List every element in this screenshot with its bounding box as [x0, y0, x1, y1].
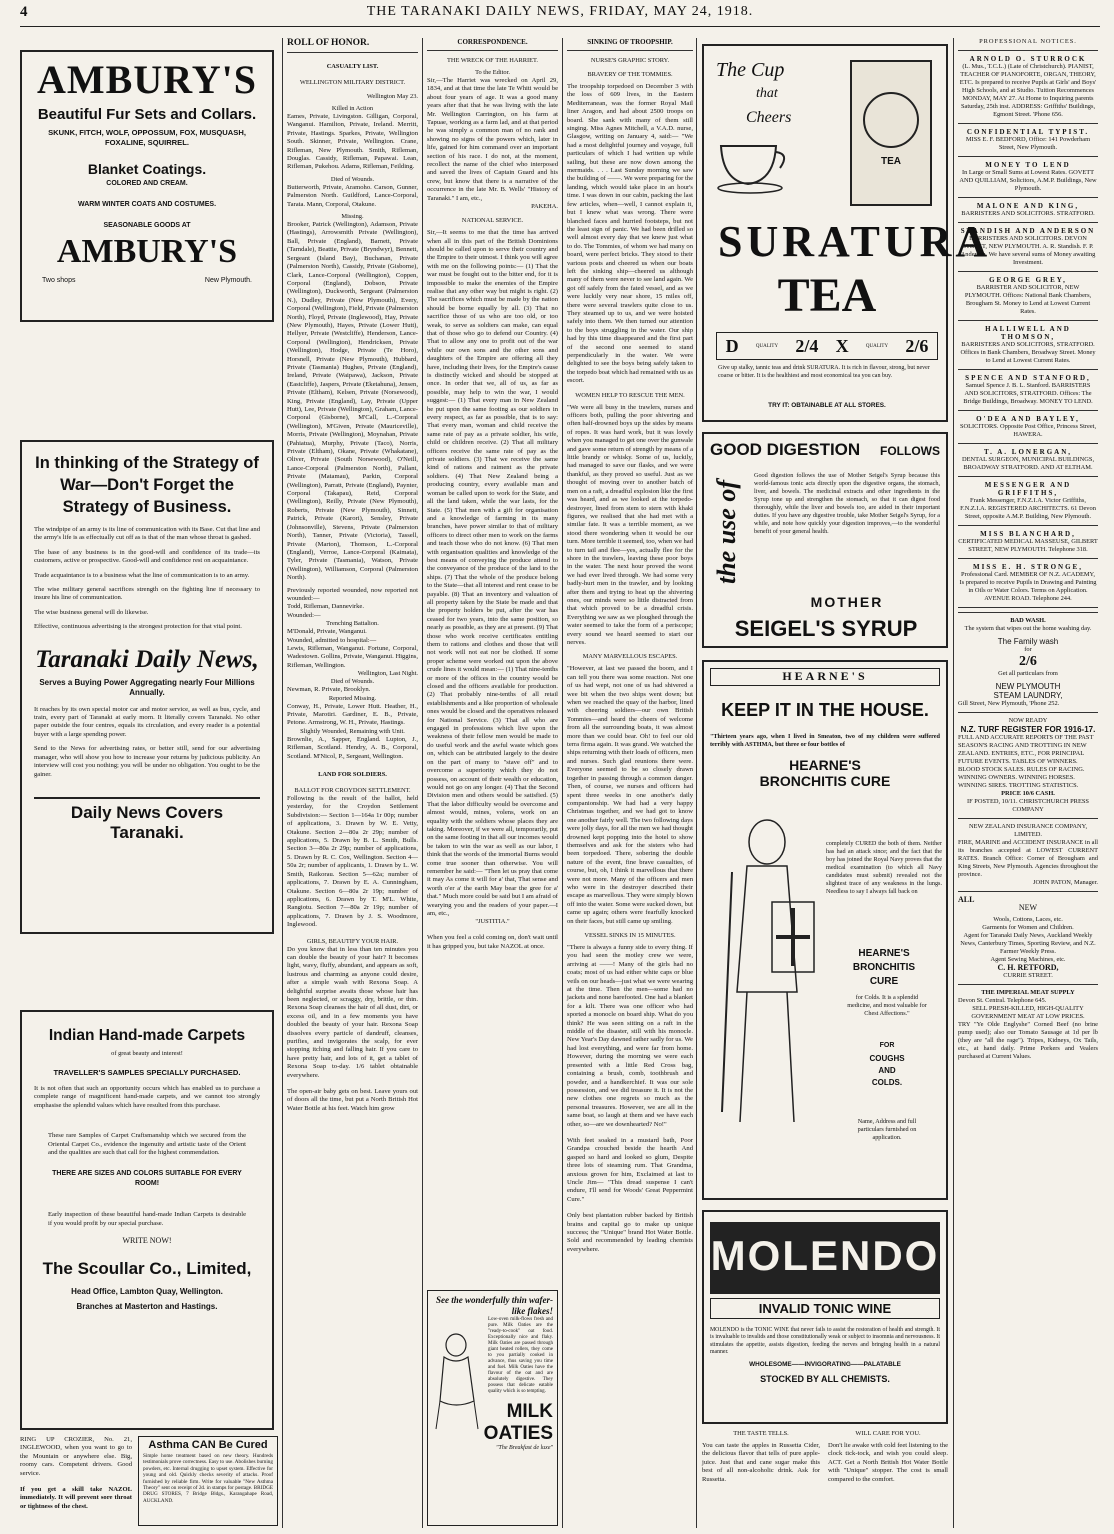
insurance-head: NEW ZEALAND INSURANCE COMPANY, LIMITED. — [968, 823, 1088, 838]
troop-rescue: WOMEN HELP TO RESCUE THE MEN. — [575, 391, 685, 399]
troop-sub: NURSE'S GRAPHIC STORY. — [590, 57, 670, 64]
ad-milk-tag: See the wonderfully thin wafer-like flakes! — [435, 1295, 553, 1316]
ad-suratura-brand: SURATURA — [718, 217, 992, 266]
ad-hearne-side-1: for Colds. It is a splendid medicine, and most valuable for Chest Affections." — [847, 994, 927, 1017]
roll-slightly-text: Brownlie, A., Sapper, England. Lupton, J., Rifleman, Scotland. Hendry, A. B., Corporal, Scotland. M'Nicol, P., Sergeant, Wellington. — [287, 735, 418, 760]
notice-text: Samuel Spence J. B. L. Stanford. BARRISTERS AND SOLICITORS, STRATFORD. Offices: The Bridge Buildings, Broadway. MONEY TO LEND. — [963, 382, 1093, 405]
ad-strategy — [20, 440, 274, 934]
ad-seigel — [702, 432, 948, 648]
ad-milk-oaties — [427, 1290, 558, 1526]
slogan-line-2: that — [756, 86, 778, 101]
ad-molendo-stock: STOCKED BY ALL CHEMISTS. — [760, 1373, 890, 1384]
roll-date: Wellington May 23. — [366, 93, 418, 100]
column-notices — [958, 38, 1098, 1528]
ad-amburys-name: AMBURY'S — [37, 57, 257, 102]
ad-hearne-cure-2: BRONCHITIS CURE — [759, 773, 891, 789]
ad-seigel-syrup: SEIGEL'S SYRUP — [734, 616, 918, 641]
ad-seigel-side: the use of — [712, 480, 741, 584]
ad-strategy-p7: It reaches by its own special motor car and motor service, as well as bus, cycle, and train, every part of Taranaki at early morn. It literally covers Taranaki. No other paper outside the four centres, equals its circulation, and every reader is a potential buyer with a large spending power. — [34, 705, 260, 738]
notice-item — [958, 227, 1098, 267]
notice-text: DENTAL SURGEON, MUNICIPAL BUILDINGS, BROADWAY STRATFORD. AND AT ELTHAM. — [961, 456, 1095, 471]
ad-amburys-coats: WARM WINTER COATS AND COSTUMES. — [77, 201, 217, 208]
retford: C. H. RETFORD, — [997, 963, 1059, 972]
d-price: 2/4 — [795, 335, 819, 356]
roll-admitted: Wounded, admitted to hospital:— — [287, 636, 377, 644]
ad-seigel-mother: MOTHER — [810, 594, 884, 610]
ad-milk-sub: "The Breakfast de luxe" — [496, 1445, 553, 1451]
notice-text: Professional Card. MEMBER OF N.Z. ACADEMY, Is prepared to receive Pupils in Drawing and Painting in Oils or Water Colors. Terms on Application. AVENUE ROAD. Telephone 244. — [959, 571, 1097, 602]
notice-text: BARRISTER AND SOLICITOR, NEW PLYMOUTH. Offices: National Bank Chambers, Brougham St. Money to Lend at Lowest Current Rates. — [964, 284, 1092, 315]
teacup-icon — [716, 136, 796, 196]
ad-carpets-branches: Branches at Masterton and Hastings. — [76, 1302, 218, 1312]
ad-milk-name: MILK OATIES — [483, 1401, 553, 1444]
roll-newman: Newman, R. Private, Brooklyn. — [287, 686, 371, 694]
ad-strategy-headline: In thinking of the Strategy of War—Don't Forget the Strategy of Business. — [35, 454, 259, 516]
insurance-paton: JOHN PATON, Manager. — [1033, 879, 1098, 886]
ad-carpets-firm: The Scoullar Co., Limited, — [42, 1259, 252, 1279]
meat-text: SELL PRESH-KILLED, HIGH-QUALITY GOVERNMENT MEAT AT LOW PRICES. — [971, 1005, 1085, 1020]
notices-head: PROFESSIONAL NOTICES. — [979, 38, 1077, 45]
ad-strategy-p8: Send to the News for advertising rates, or better still, send for our advertising manager, who will show you how to increase your returns by judicious publicity. An interview will cost you nothing; you will be under no obligation. You ought to be the gainer. — [34, 745, 260, 778]
column-troopship — [567, 38, 693, 1528]
ad-molendo-name: MOLENDO — [710, 1222, 940, 1294]
garments: Garments for Women and Children. — [982, 924, 1074, 931]
ad-amburys-blankets: Blanket Coatings. — [87, 161, 207, 177]
troop-text-4: "There is always a funny side to every thing. If you had seen the motley crew we were, arriving at ——! Many of the girls had no coats; most of us had either white caps or blue veils on our heads—just what we were wearing at the time. Then the men—some had no jackets and none barefooted. One had a blanket for a kilt. There was one officer who had sported a monocle on board ship. What do you think? He was seen sitting on a raft in the middle of the disaster, still with his monocle. New Year's Day dawned rather sadly for us. We had lost everything, and were far from home. However, during the morning we were each presented with a little Red Cross bag, containing a brush, comb, toothbrush and powder, and a handkerchief. It was our sole possession, and we did treasure it. It is not the new clothes one regrets so much as the personal treasures. However, we are all in the same boat, so laugh at them and we have each other, so—are we downhearted? No!" — [567, 944, 693, 1128]
meat-head: THE IMPERIAL MEAT SUPPLY — [981, 989, 1075, 996]
register-price: PRICE 10/6 CASH. — [1001, 790, 1055, 797]
wash-price: 2/6 — [1019, 654, 1037, 669]
ad-amburys-town: New Plymouth. — [204, 277, 252, 284]
ad-strategy-p2: The base of any business is in the good-will and confidence of its trade—its customers, active or prospective. Good-will and confidence rest on acquaintance. — [34, 548, 260, 565]
roll-missing-2-text: Conway, H., Private, Lower Hutt. Heather, H., Private, Marotiri. Gardiner, E. B., Private, Petone. Armstrong, W. H., Private, Hastings. — [287, 702, 418, 727]
roll-head: ROLL OF HONOR. — [287, 38, 370, 48]
d-quality-label: QUALITY — [755, 343, 779, 349]
wools: Wools, Cottons, Laces, etc. — [993, 916, 1063, 923]
tea-packet-label: TEA — [881, 156, 901, 167]
notice-name: HALLIWELL AND THOMSON, — [985, 325, 1071, 341]
ad-hearne-intro-2: completely CURED the both of them. Neither has had an attack since; and the fact that the boy has joined the Royal Navy proves that the medical examination (to which all Navy candidates must submit) revealed not the slightest trace of any weakness in the lungs. Needless to say I always fall back on — [826, 840, 942, 895]
page-number: 4 — [20, 4, 29, 20]
roll-killed-text: Eames, Private, Livingston. Gilligan, Corporal, Wanganui. Hamilton, Private, Ireland. Merritt, Private, Hastings. Sparkes, Private, Wellington South. Skinner, Private, Wellington. Crane, Rifleman, New Plymouth. Smith, Rifleman, Douglas. Cassidy, Rifleman, Papawai. Lean, Rifleman, Pukehou. Adams, Rifleman, Feilding. — [287, 113, 418, 171]
roll-mdonald: M'Donald, Private, Wanganui. — [287, 628, 367, 636]
roll-killed: Killed in Action — [331, 105, 374, 112]
ad-crozier-nazol: If you get a skill take NAZOL immediately. It will prevent sore throat or tightness of the chest. — [20, 1486, 132, 1510]
notice-item — [958, 325, 1098, 365]
notice-name: MESSENGER AND GRIFFITHS, — [984, 481, 1072, 497]
ad-seigel-text: Good digestion follows the use of Mother Seigel's Syrup because this world-famous tonic acts directly upon the digestive organs, the stomach, liver, and bowels. The medicinal extracts and other ingredients in the Syrup tone up and strengthen the stomach, so that it can digest food thoroughly, while the liver and bowels too, are aided in their important duties. If you have any digestive trouble, take Mother Seigel's Syrup, for a while, and note how quickly your digestion improves,—to the wonderful benefit of your general health. — [754, 472, 940, 535]
ad-amburys-shops: Two shops — [42, 277, 76, 284]
ad-seigel-h1b: FOLLOWS — [880, 444, 940, 458]
laundry-1: NEW PLYMOUTH — [995, 682, 1061, 691]
ad-amburys — [20, 50, 274, 322]
slogan-line-1: The Cup — [716, 59, 785, 81]
ad-suratura-prices — [716, 332, 938, 360]
troop-head: SINKING OF TROOPSHIP. — [587, 38, 673, 46]
d-quality: D — [725, 335, 739, 356]
roll-missing-2: Reported Missing. — [328, 694, 377, 702]
roll-slightly: Slightly Wounded, Remaining with Unit. — [300, 727, 405, 735]
notice-name: SPENCE AND STANFORD, — [965, 374, 1091, 382]
ad-asthma-head: Asthma CAN Be Cured — [148, 1439, 268, 1451]
ad-carpets-sub: of great beauty and interest! — [111, 1050, 183, 1057]
ad-seigel-h1: GOOD DIGESTION — [710, 440, 861, 459]
taste-tells — [702, 1430, 820, 1526]
notice-name: MISS BLANCHARD, — [980, 530, 1076, 538]
taste-text: You can taste the apples in Russetta Cider, the delicious flavor that tells of pure apple-juice. Just that and cane sugar make this best of all non-alcoholic drink. Ask for Russetta. — [702, 1442, 820, 1483]
wash-for: for — [1024, 646, 1032, 653]
corresp-wreck: THE WRECK OF THE HARRIET. — [446, 57, 539, 64]
notice-text: CERTIFICATED MEDICAL MASSEUSE, GILBERT STREET, NEW PLYMOUTH. Telephone 318. — [958, 538, 1098, 553]
roll-last-night: Wellington, Last Night. — [357, 670, 418, 678]
notice-name: MONEY TO LEND — [985, 161, 1071, 169]
ad-carpets-p3: Early inspection of these beautiful hand-made Indian Carpets is desirable if you would profit by our special purchase. — [48, 1211, 246, 1227]
register-posted: IF POSTED, 10/11. CHRISTCHURCH PRESS COMPANY — [967, 798, 1089, 813]
ad-hearne-for-4: COLDS. — [871, 1078, 903, 1087]
troop-text-1: The troopship torpedoed on December 3 with the loss of 609 lives, in the Eastern Mediterranean, was the former Royal Mail liner Aragon, and had about 2500 troops on board. She sank with many of them still singing. Miss Agnes Mitchell, a V.A.D. nurse, Glasgow, writing on January 4, said:— "We had a most delightful journey and voyage, full particulars of which I had written up while sailing, but these are now down among the mermaids. . . . Last Sunday morning we saw the building of ——. We were preparing for the landing, which would take place in an hour's time. I was down in our cabin, packing the last few articles, when—well, I cannot explain it, but I knew what was wrong. There were blanched faces and hurried footsteps, but not the least sign of panic. We had been drilled so well almost every day that we knew just what to do. The Tommies, of whom we had many on board, were perfect bricks. They stood to their various posts and cheered us when our boats left the sinking ship—cheered us although many of them were never to see land again. We got off safely from the fated vessel, and as we were luckily very near shore, 15 miles off, there were several trawlers quite close to us. They steamed up to us, and we were hoisted safely into them. We then turned our attention to the boys struggling in the water. Our ship had by this time disappeared and the first part of the second one seemed to stand perpendicularly in the water. We were delighted to see the boys being safely taken to the torpedo boat which had remained with us as escort. — [567, 83, 693, 385]
column-roll-of-honor — [287, 38, 418, 1528]
laundry-3: Gill Street, New Plymouth, 'Phone 252. — [958, 700, 1060, 707]
notice-text: BARRISTERS AND SOLICITORS, STRATFORD. Offices in Bank Chambers, Broadway Street. Money to Lend at Lowest Current Rates. — [960, 341, 1096, 364]
ad-carpets-write: WRITE NOW! — [122, 1236, 172, 1246]
ad-hearne-for-2: COUGHS — [869, 1054, 905, 1063]
wash-particulars: Get all particulars from — [998, 670, 1058, 677]
notice-item — [958, 128, 1098, 152]
roll-district: WELLINGTON MILITARY DISTRICT. — [299, 79, 406, 86]
roll-battalion: Trenching Battalion. — [326, 620, 379, 628]
slogan-line-3: Cheers — [746, 109, 792, 126]
corresp-sig-2: "JUSTITIA." — [475, 918, 510, 926]
ad-amburys-footer — [32, 277, 262, 284]
roll-girls: GIRLS, BEAUTIFY YOUR HAIR. — [306, 937, 399, 945]
ad-strategy-p5: The wise business general will do likewise. — [34, 608, 149, 616]
ad-hearne-cure-4: BRONCHITIS — [852, 962, 916, 973]
new-label: NEW — [1018, 903, 1038, 912]
column-rule — [562, 38, 563, 1528]
troop-escapes: MANY MARVELLOUS ESCAPES. — [582, 653, 678, 661]
meat-olde: TRY "Ye Olde Englyshe" Corned Beef (no brine pump used); also our Tomato Sausage at 1d per lb (they are "all the rage"). Tripes, Kidneys, Ox Tails, etc., at hand daily. Prime Porkers and Vealers purchased at Current Values. — [958, 1021, 1098, 1060]
taste-head: THE TASTE TELLS. — [733, 1430, 789, 1437]
x-quality-label: QUALITY — [865, 343, 889, 349]
roll-ballot: BALLOT FOR CROYDON SETTLEMENT. — [294, 787, 411, 795]
ad-strategy-footer: Daily News Covers Taranaki. — [34, 797, 260, 843]
woman-illustration — [434, 1331, 484, 1431]
troop-text-6: Only best plantation rubber backed by British brains and capital go to make up unique success; the "Unique" brand Hot Water Bottle. Sold and recommended by leading chemists everywhere. — [567, 1212, 693, 1253]
ad-carpets-headline: Indian Hand-made Carpets — [48, 1027, 246, 1044]
roll-sub: CASUALTY LIST. — [326, 63, 379, 70]
roll-open-air: The open-air baby gets on best. Leave yours out of doors all the time, but put a North British Hot Water Bottle at his feet. Watch him grow — [287, 1088, 418, 1112]
notice-text: BARRISTERS AND SOLICITORS. STRATFORD. — [961, 210, 1095, 217]
ad-suratura — [702, 44, 992, 422]
roll-died-2: Died of Wounds. — [330, 678, 375, 686]
ad-carpets-sizes: THERE ARE SIZES AND COLORS SUITABLE FOR EVERY ROOM! — [52, 1170, 242, 1188]
register-ready: NOW READY — [1008, 717, 1048, 724]
corresp-editor: To the Editor. — [475, 69, 510, 76]
column-rule — [422, 38, 423, 1528]
roll-land: LAND FOR SOLDIERS. — [318, 771, 387, 779]
notice-item — [958, 530, 1098, 554]
ad-carpets-office: Head Office, Lambton Quay, Wellington. — [71, 1287, 223, 1297]
notice-text: In Large or Small Sums at Lowest Rates. GOVETT AND QUILLIAM, Solicitors, A.M.P. Buildings, New Plymouth. — [959, 169, 1097, 192]
notice-name: ARNOLD O. STURROCK — [969, 55, 1087, 63]
ad-strategy-p6: Effective, continuous advertising is the strongest protection for that vital point. — [34, 623, 242, 631]
ad-carpets-samples: TRAVELLER'S SAMPLES SPECIALLY PURCHASED. — [53, 1068, 241, 1077]
ad-hearne — [702, 660, 948, 1200]
ad-crozier — [20, 1436, 132, 1526]
ad-suratura-tea: TEA — [777, 269, 877, 322]
ad-suratura-line-1: Give up stalky, tannic teas and drink SURATURA. It is rich in flavour, strong, but never coarse or bitter. It is the healthiest and most economical tea you can buy. — [718, 365, 930, 379]
roll-missing: Missing. — [341, 213, 364, 221]
notice-item — [958, 415, 1098, 439]
insurance-text: FIRE, MARINE and ACCIDENT INSURANCE in all its branches accepted at LOWEST CURRENT RATES. Branch Office: Corner of Brougham and King Streets, New Plymouth. Agencies throughout the province. — [958, 839, 1098, 878]
laundry-2: STEAM LAUNDRY, — [993, 691, 1063, 700]
currie: CURRIE STREET. — [1003, 972, 1053, 979]
roll-girls-text: Do you know that in less than ten minutes you can double the beauty of your hair? It becomes light, wavy, fluffy, abundant, and appears as soft, lustrous and charming as anyone could desire, after a simple wash with Rexona Soap. A delightful surprise awaits those whose hair has been neglected, or scraggy, dry, brittle, or thin. Rexona Soap cleanses the hair of all dust, dirt, or excess oil, and in a few moments you have doubled the beauty of your hair. Rexona Soap dissolves every particle of dandruff, cleanses, purifies, and invigorates the scalp, for ever stopping itching and falling hair. If you care to have pretty hair, and lots of it, get a tablet of Rexona Soap to-day. 1/6 tablet obtainable everywhere. — [287, 945, 418, 1079]
ad-asthma — [138, 1436, 278, 1526]
notice-list — [958, 55, 1098, 608]
ad-strategy-p4: The wise military general sacrifices strength on the fighting line if necessary to insure his line of communication. — [34, 586, 260, 602]
notice-item — [958, 202, 1098, 218]
notice-item — [958, 481, 1098, 521]
notice-text: MISS E. F. BEDFORD, Office: 141 Powderham Street, New Plymouth. — [965, 136, 1091, 151]
wash-text: The system that wipes out the home washing day. — [964, 625, 1092, 632]
care-head: WILL CARE FOR YOU. — [855, 1430, 921, 1437]
machines: Agent Sewing Machines, etc. — [990, 956, 1066, 963]
roll-wounded: Wounded:— — [287, 611, 321, 619]
roll-died: Died of Wounds. — [330, 175, 375, 183]
troop-text-5: With feet soaked in a mustard bath, Poor Grandpa crouched beside the hearth And gasped so hard and looked so glum, Despite three lots of steaming rum. That Grandma, anxious grown for him, Exclaimed at last to Uncle Jim— "This dread suspense I can't endure, I'll send for Woods' Great Peppermint Cure." — [567, 1136, 693, 1203]
ad-molendo-tags: WHOLESOME——INVIGORATING——PALATABLE — [749, 1360, 901, 1368]
agent: Agent for Taranaki Daily News, Auckland Weekly News, Canterbury Times, Sporting Review, and N.Z. Farmer Weekly Press. — [960, 932, 1096, 955]
wash-head: BAD WASH. — [1010, 617, 1046, 624]
notice-name: MALONE AND KING, — [976, 202, 1080, 210]
ad-hearne-cure-3: HEARNE'S — [858, 948, 910, 959]
roll-admitted-text: Lewis, Rifleman, Wanganui. Fortune, Corporal, Wadestown. Gollins, Private, Wanganui. Higgins, Rifleman, Wellington. — [287, 644, 418, 669]
ad-milk-text: Low-oven milk-flows fresh and pure. Milk Oaties are the "ready-to-cook" oat food. Exceptionally nice and flaky. Milk Oaties are passed through giant heated rollers, they come to you partially cooked in advance, thus saving you time and fuel. Milk Oaties have the flavour of the oat and are absolutely digestive. They possess that delicate eatable quality which is so tempting. — [488, 1317, 553, 1394]
notice-item — [958, 161, 1098, 193]
ad-hearne-for-1: FOR — [879, 1042, 895, 1049]
troop-text-2: "We were all busy in the trawlers, nurses and officers both, pulling the poor shivering and often half-drowned boys up the sides by means of ropes. It was hard work, but it was lovely when you managed to get one over the gunwale and gave some return of strength by means of a little brandy or whisky. Some of us, luckily, had managed to save our flasks, and we were thankful, as they proved so useful. Just as we thought of moving over to another batch of men on a raft, a dreadful explosion like the first was heard, and as we looked at the torpedo-destroyer, lined from stem to stern with khaki figures, we realised that she had met with a similar fate. It was a terrible moment, as we stood there wondering when it would be our turn. More terrible it seemed, too, when we had to turn tail and flee—yes, actually flee for the shore in the trawlers, leaving these poor boys in the water. The next hour proved the worst we had ever lived through. We had some very badly-hurt men in the trawler, and by looking after them and trying to heat up the shivering ones, our minds were so little distracted from that which proved to be a dreadful crisis. Everything we saw as we ploughed through the water seemed to take the form of a periscope; every sound we heard seemed to start our nerves. — [567, 403, 693, 646]
notice-item — [958, 374, 1098, 406]
knight-illustration — [712, 812, 822, 1132]
ad-amburys-seasonable: SEASONABLE GOODS AT — [103, 222, 191, 229]
ad-strategy-paper-sub: Serves a Buying Power Aggregating nearly Four Millions Annually. — [39, 677, 255, 697]
column-rule — [696, 38, 697, 1528]
ad-hearne-for-3: AND — [878, 1066, 896, 1075]
roll-missing-text: Brooker, Patrick (Wellington), Adamson, Private (Hastings), Arrowsmith Private (Wellington), Ball, Private (England), Barnett, Private (Tarndale), Beattie, Private (Bryndwyr), Bennett, Sergeant (Island Bay), Buchanan, Private (Palmerston North), Cassidy, Private (Gisborne), Clark, Lance-Corporal (Wellington), Coppen, Corporal (England), Dobson, Private (Wellington), Duckworth, Sergeant (Palmerston N.), Dudley, Private (New Plymouth), Every, Corporal (Wellington), Field, Private (Palmerston North), Floyd, Private (Inglewood), Hay, Private (New Plymouth), Hayes, Private (Lower Hutt), Hellyer, Private (Westcliffe), Henderson, Lance-Corporal (Wellington), Hendricksen, Private (Wellington), Hodge, Private (Te Horo), Horsnell, Private (New Plymouth), Hubbard, Private (Tasmania) Hughes, Private (England), Ireland, Private (Waipawa), Jackson, Private (Eastcliffe), Jaspers, Private (Eketahuna), Jensen, Private (Eltham), Kelsen, Private (Norsewood), King, Private (England), Lay, Private (Upper Hutt), Lee, Private (Wellington), Graham, Lance-Corporal (Gisborne), M'Call, L.-Corporal (Wellington), M'Given, Private (Mauriceville), Morris, Private (Wellington), Moynahan, Private (Pahiatua), Murphy, Private (Taco), Norris, Private (Eltham), Okane, Private (Whakatane), Oliver, Private (South Norsewood), O'Neill, Lance-Corporal (Palmerston North), Pallant, Private (Matamau), Parkin, Corporal (Wellington), Parratt, Private (England), Paynter, Corporal (Takapau), Reid, Corporal (Wellington), Reilly, Private (New Plymouth), Roberts, Private (New Plymouth), Sinnett, Patrick, Private (Karori), Sensley, Private (Johnsonville), Stevens, Private (Palmerston North), Tanner, Private (Victoria), Tassell, Private (Marton), Thomson, L.-Corporal (England), Verroe, Lance-Corporal (Kaimata), Tyler, Private (Tasmania), Watson, Private (Wellington), Williamson, Corporal (Palmerston North). — [287, 221, 418, 582]
meat-addr: Devon St. Central. Telephone 645. — [958, 997, 1047, 1004]
roll-todd: Todd, Rifleman, Dannevirke. — [287, 603, 364, 611]
ad-molendo — [702, 1210, 948, 1424]
notice-name: STANDISH AND ANDERSON — [960, 227, 1096, 235]
ad-molendo-sub: INVALID TONIC WINE — [710, 1298, 940, 1319]
corresp-cold: When you feel a cold coming on, don't wait until it has gripped you, but take NAZOL at once. — [427, 934, 558, 950]
care-for-you — [828, 1430, 948, 1526]
ad-carpets — [20, 1010, 274, 1430]
x-quality: X — [835, 335, 849, 356]
ad-strategy-paper: Taranaki Daily News, — [35, 645, 259, 673]
notice-item — [958, 448, 1098, 472]
all-label: ALL — [958, 895, 975, 904]
corresp-wreck-text: Sir,—The Harriet was wrecked on April 29, 1834, and at that time the late Te Whiti would be about four years of age. It was a good many years after that that he was living with the late Mr. Wellington Carrington, on his farm at Tapuae, working as a farm lad, and at that period he was simply a common man of no rank and showing no signs of the powers which, later in life, gained for him command over an important section of his race. I do not, at the moment, recollect the name of the chief who interposed and saved the lives of Captain Guard and his crew, but know that there is a narrative of the occurrence in the late Mr. B. Wells' "History of Taranaki." I am, etc., — [427, 77, 558, 202]
ad-seigel-head — [710, 440, 940, 460]
masthead — [20, 4, 1100, 27]
ad-hearne-banner: HEARNE'S — [710, 668, 940, 686]
corresp-sig: PAKEHA. — [531, 203, 558, 211]
column-rule — [282, 38, 283, 1528]
register-text: FULL AND ACCURATE REPORTS OF THE PAST SEASON'S RACING AND TROTTING IN NEW ZEALAND. ENTRIES, ETC., FOR PRINCIPAL FUTURE EVENTS. TABLES OF WINNERS. BLOOD STOCK SALES. RULES OF RACING. WINNING OWNERS. WINNING HORSES. WINNING SIRES. TROTTING STATISTICS. — [958, 734, 1094, 789]
tea-packet-icon — [850, 60, 932, 206]
corresp-ns: NATIONAL SERVICE. — [461, 217, 524, 225]
notice-name: T. A. LONERGAN, — [983, 448, 1073, 456]
ad-suratura-slogan — [716, 58, 791, 130]
ad-strategy-p3: Trade acquaintance is to a business what the line of communication is to an army. — [34, 571, 250, 579]
care-text: Don't lie awake with cold feet listening to the clock tick-tock, and wish you could sleep. ACT. Get a North British Hot Water Bottle with "Unique" stopper. The cost is small compared to the comfort. — [828, 1442, 948, 1483]
masthead-title: THE TARANAKI DAILY NEWS, FRIDAY, MAY 24, 1918. — [366, 4, 754, 19]
corresp-ns-text: Sir,—It seems to me that the time has arrived when all in this part of the British Dominions should be called upon to serve their country and the Empire to their utmost. I think you will agree with me on the following points:— (1) That the war must be fought out to the bitter end, for it is impossible to make the enemies of the Empire realise that any other way but might is right. (2) The sacrifices which must be made by the nation should be borne equally by all. (3) That no sacrifice those of us who are too old, or too weak, to serve as soldiers can make, can equal that of those who go to defend our Country. (4) That to allow any one to profit out of the war while our own sons and the other sons and daughters of the Empire are offering all they have, including their lives, for the Empire's cause is distinctly wicked and should be stopped at once. In order that we, all of us, as far as possible, may help to win the war, I would suggest:— (1) That every man in New Zealand be put upon the same footing as our soldiers in every respect, as far as possible, that is to say: That every man, woman and child receive the same rate of pay as a private soldier, his wife, child or children receive. (2) That all military officers receive the same rate of pay as the private soldiers. (3) That we receive the same kind of rations and raiment as the private soldiers. (4) That New Zealand being a producing country, every available man and woman be called upon to work for the State, and all the land taken, while the war lasts, for the State. (5) That men with a gift for organisation and a knowledge of farming in its many branches, have power similar to that of military officers to direct other men to work on the farms and teach those who do not know. (6) That men with organisation qualities and knowledge of the best means of conveying the produce attend to the conveyance of the produce of the land to the ships. (7) That the whole of the produce belong to the State—that all interest and rent cease to be payable. (8) That an inventory and valuation of all property taken by the State be made and that the property holders be put, after the war has ceased for two years, into the same position, so nearly as possible, as they are at present. (9) That those who work receive certificates entitling them to rations and clothes and those that will not work will not eat nor be clothed. If some proper scheme were worked out upon the above crude lines it would mean:— (1) That nine-tenths or more of the offices in the country would be closed and the officers available for production. (2) That probably nine-tenths of all retail establishments and a like proportion of wholesale ones would be closed and the operatives released for National Service. (3) That all who are engaged in professions which live upon the weakness of their fellow men would be made to do useful work and the awful waste which goes on, which can be attributed largely to the desire on the part of many to "stave off" and to overcome a superiority which they do not possess, on account of their wealth or education, would not go on any longer. (4) That the Second Division men and others would be satisfied. (5) That the labor difficulty would be overcome and almost would, mines, volens, work on an equality with the soldiers whose places they are taking. Moreover, if we were all, temporarily, put on the same footing in that all our incomes would be taken to win the war as well as our labor, I think that the words of the immortal Burns would come true sooner than otherwise. You will remember he said:— "Then let us pray that come it may As come it will for a' that, That sense and worth o'er a' the earth May bear the gree for a' that." Much more could be said but I am afraid of wearying you and the readers of your paper.—I am, etc., — [427, 229, 558, 917]
notice-text: Frank Messenger, F.N.Z.I.A. Victor Griffiths, F.N.Z.I.A. REGISTERED ARCHITECTS. 61 Devon Street, opposite A.M.P. Building, New Plymouth. — [960, 497, 1096, 520]
notice-item — [958, 276, 1098, 316]
notice-name: MISS E. H. STRONGE, — [973, 563, 1083, 571]
ad-strategy-p1: The windpipe of an army is its line of communication with its Base. Cut that line and the army's life is as effectually cut off as is that of the man whose throat is gashed. — [34, 526, 260, 542]
corresp-head: CORRESPONDENCE. — [457, 38, 528, 46]
roll-prev: Previously reported wounded, now reported not wounded:— — [287, 586, 418, 602]
ad-amburys-furs: Beautiful Fur Sets and Collars. — [37, 106, 257, 123]
troop-sub-2: BRAVERY OF THE TOMMIES. — [587, 71, 673, 78]
troop-text-3: "However, at last we passed the boom, and I can tell you there was some reaction. Not one of us had wept, not one of us had shivered a wee bit when the two ships went down; but when we reached the quay of the harbor, lined with cheering soldiers—our own British Tommies—and heard the cheers of welcome from all the surrounding boats, it was almost more than we could bear. Oh! to feel our old terra firma again. It was grand. We watched the ships returning with their loads of officers, men and nurses. Such glad reunions there were. Everyone seemed to be so closely drawn together in passing through a common danger. Then, of course, we nurses and officers had spent three weeks in one another's daily companionship. We had had a very happy Christmas together, and we had got to know one another fairly well. The two following days were jolly days, for all the men we had thought drowned kept popping into the hotel to show themselves and ask for the sisters who had been torpedoed. There, sobering the double nature of the event, fine brave casualties, of course, but, oh, I think it marvellous that there were not more. Many of the officers and men who were in the destroyer described their escape as marvellous. They were simply blown off into the water. Some were sucked down, but came up again; others were fearfully knocked on their faces, but still came up smiling. — [567, 665, 693, 925]
ad-hearne-head: KEEP IT IN THE HOUSE. — [721, 700, 929, 720]
ad-amburys-colors: COLORED AND CREAM. — [106, 180, 188, 187]
notice-text: SOLICITORS. Opposite Post Office, Princess Street, HAWERA. — [959, 423, 1097, 438]
ad-hearne-side-2: Name, Address and full particulars furnished on application. — [857, 1118, 917, 1141]
ad-hearne-intro: "Thirteen years ago, when I lived in Smeaton, two of my children were suffered terribly with ASTHMA, but three or four bottles of — [710, 733, 940, 748]
wash-family: The Family wash — [997, 637, 1059, 646]
notice-name: GEORGE GREY, — [989, 276, 1067, 284]
x-price: 2/6 — [905, 335, 929, 356]
roll-died-text: Butterworth, Private, Aramoho. Carson, Gunner, Palmerston North. Guildford, Lance-Corporal, Tarata. Mann, Corporal, Otakune. — [287, 183, 418, 208]
register-title: N.Z. TURF REGISTER FOR 1916-17. — [960, 725, 1096, 734]
ad-hearne-cure-1: HEARNE'S — [789, 757, 861, 773]
ad-hearne-cure-5: CURE — [869, 976, 899, 987]
notice-item — [958, 563, 1098, 603]
ad-molendo-text: MOLENDO is the TONIC WINE that never fails to assist the restoration of health and strength. It is invaluable to invalids and those constitutionally weak or subject to insomnia and nervousness. It stimulates the appetite, assists digestion, feeding the nerves and bringing health in a natural manner. — [710, 1327, 940, 1356]
ad-amburys-name-2: AMBURY'S — [56, 233, 238, 270]
notice-item — [958, 55, 1098, 119]
notice-name: CONFIDENTIAL TYPIST. — [966, 128, 1090, 136]
ad-carpets-p2: These rare Samples of Carpet Craftsmanship which we secured from the Oriental Carpet Co., evidence the ingenuity and artistic taste of the Orient and the qualities are such that call for the highest commendation. — [48, 1132, 246, 1157]
ad-amburys-fur-list: SKUNK, FITCH, WOLF, OPPOSSUM, FOX, MUSQUASH, FOXALINE, SQUIRREL. — [48, 128, 246, 147]
roll-ballot-text: Following is the result of the ballot, held yesterday, for the Croydon Settlement Subdivision:— Section 1—164a 1r 00p; number of applications, 3. Drawn by W. E. Vetty, Otakune. Section 2—80a 2r 29p; number of applications, 5. Drawn by B. L. Smith, Bulls. Section 3—80a 2r 29p; number of applications, 5. Drawn by R. C. Cox, Wellington. Section 4—50a 2r; number of applicants, 1. Drawn by L. W. Smith, Raikorau. Section 5—62a; number of applications, 7. Drawn by E. A. Cunningham, Otakune. Section 6—80a 2r 19p; number of applications, 6. Drawn by T. M'L. White, Rangiotu. Section 7—80a 2r 19p; number of applications, 7. Drawn by J. S. Woodmore, Inglewood. — [287, 795, 418, 929]
notice-text: (L. Mus., T.C.L.) (Late of Christchurch). PIANIST, TEACHER OF PIANOFORTE, ORGAN, THEORY, ETC. Is prepared to receive Pupils at Girls' and Boys' High Schools, and at Studio. Tuition Recommences MONDAY, MAY 27. At Home to Inquiring parents Saturday, 25th inst. ADDRESS: Griffiths' Buildings, Egmont Street. 'Phone 656. — [959, 63, 1097, 118]
notice-text: BARRISTERS AND SOLICITORS. DEVON STREET, NEW PLYMOUTH. A. R. Standish. F. P. Anderson. We have several sums of Money awaiting Investment. — [960, 235, 1096, 266]
ad-carpets-p1: It is not often that such an opportunity occurs which has enabled us to purchase a complete range of magnificent hand-made carpets, and we cannot too strongly emphasise the splendid values which have resulted from this purchase. — [34, 1085, 260, 1109]
ad-suratura-line-2: TRY IT: OBTAINABLE AT ALL STORES. — [768, 402, 886, 409]
notice-name: O'DEA AND BAYLEY, — [976, 415, 1080, 423]
ad-crozier-text: RING UP CROZIER, No. 21, INGLEWOOD, when you want to go to the Mountain or anywhere else. Big, roomy cars. Competent drivers. Good service. — [20, 1436, 132, 1477]
ad-asthma-text: Simple home treatment based on new theory. Hundreds testimonials prove correctness. Easy to use. Abolishes burning powders, etc. Internal drugging to upset system. Effective for young and old. Quickly checks severity of attacks. Proof furnished by reliable firm. Write for valuable "New Asthma Theory" sent on receipt of 2d. in stamps for postage. BRIDGE DRUG STORES, 7 Bridge Bldgs., Karangahape Road, AUCKLAND. — [143, 1453, 273, 1504]
troop-vessel: VESSEL SINKS IN 15 MINUTES. — [584, 932, 676, 939]
